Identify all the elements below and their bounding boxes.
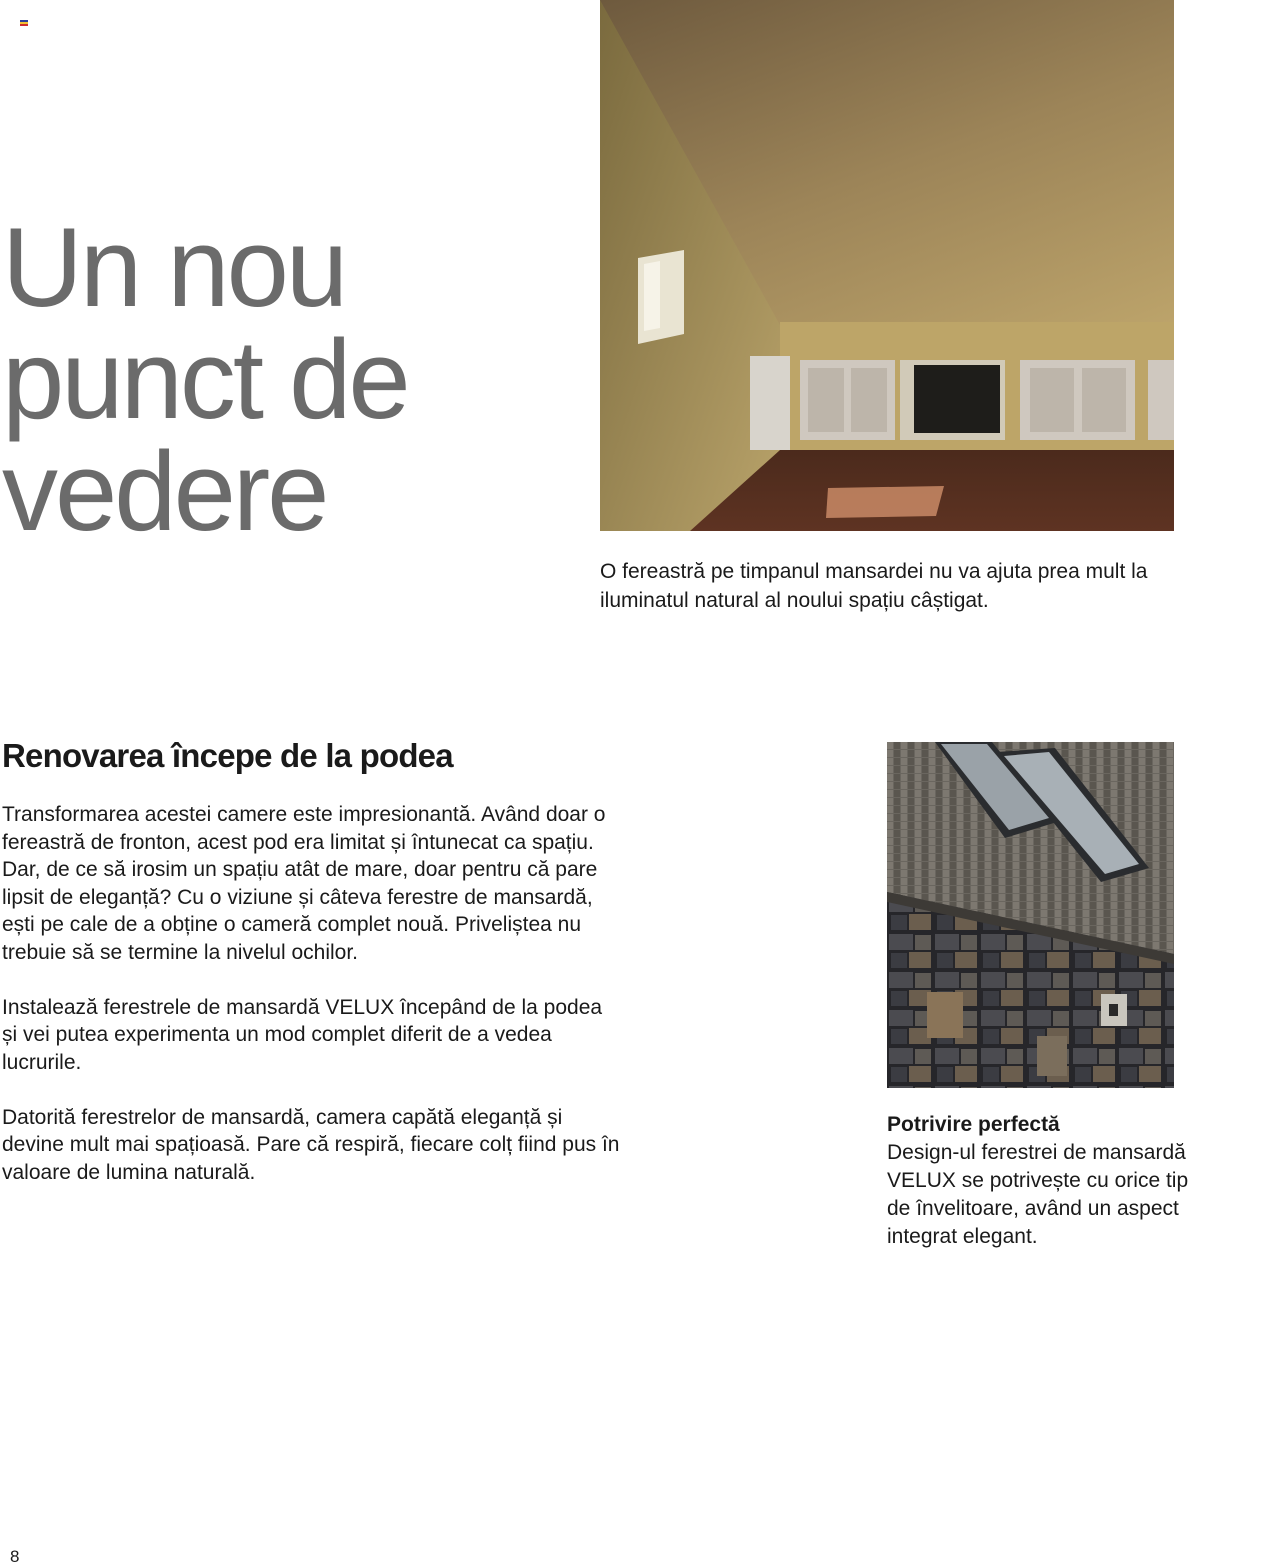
page-number: 8 xyxy=(10,1547,20,1566)
roof-caption-title: Potrivire perfectă xyxy=(887,1113,1060,1136)
page-title xyxy=(2,205,562,554)
title-line-3: vedere xyxy=(2,429,327,554)
article-paragraph-1: Transformarea acestei camere este impresionantă. Având doar o fereastră de fronton, acest pod era limitat și întunecat ca spațiu. Dar, de ce să irosim un spațiu atât de mare, doar pentru că pare lipsit de eleganță? Cu o viziune și câteva ferestre de mansardă, ești pe cale de a obține o cameră complet nouă. Priveliștea nu trebuie să se termine la nivelul ochilor. xyxy=(2,803,606,964)
article-paragraph-2: Instalează ferestrele de mansardă VELUX începând de la podea și vei putea experimenta un mod complet diferit de a vedea lucrurile. xyxy=(2,995,603,1074)
section-heading: Renovarea începe de la podea xyxy=(2,737,453,774)
title-line-2: punct de xyxy=(2,317,408,442)
roof-caption-text: Design-ul ferestrei de mansardă VELUX se potrivește cu orice tip de învelitoare, având un aspect integrat elegant. xyxy=(887,1141,1189,1248)
article-body xyxy=(2,801,622,1214)
article-paragraph-3: Datorită ferestrelor de mansardă, camera capătă eleganță și devine mult mai spațioasă. Pare că respiră, fiecare colț fiind pus în valoare de lumina naturală. xyxy=(2,1105,620,1184)
flag-stripe-red xyxy=(20,24,28,26)
title-line-1: Un nou xyxy=(2,205,346,330)
attic-photo-caption: O fereastră pe timpanul mansardei nu va ajuta prea mult la iluminatul natural al noului spațiu câștigat. xyxy=(600,560,1148,612)
flag-icon xyxy=(20,20,28,26)
roof-photo xyxy=(887,742,1174,1088)
roof-photo-caption xyxy=(887,1111,1207,1251)
attic-photo xyxy=(600,0,1174,531)
